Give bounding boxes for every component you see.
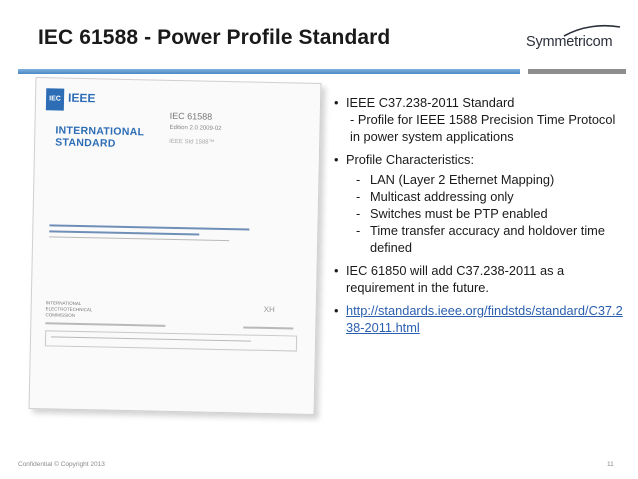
ieee-standard-link[interactable]: http://standards.ieee.org/findstds/standard/C37.238-2011.html [346,303,623,335]
doc-text-line [49,236,229,241]
bullet-dot: • [334,303,339,318]
sub-item-text: Time transfer accuracy and holdover time defined [370,223,605,255]
bullet-list [334,94,624,342]
iec-logo-icon: IEC [46,88,64,110]
sub-list [346,171,624,256]
bullet-dot: • [334,263,339,278]
doc-standard-number: IEC 61588 [169,110,213,122]
doc-footer-box [45,330,297,351]
page-number: 11 [607,461,614,468]
bullet-item [334,302,624,336]
title-underline-blue [18,69,520,74]
doc-org-line: COMMISSION [45,312,76,318]
sub-item: - Profile for IEEE 1588 Precision Time Protocol in power system applications [350,112,616,144]
sub-item [356,222,624,256]
doc-title-line [49,230,199,235]
sub-item-text: Switches must be PTP enabled [370,206,548,221]
bullet-item [334,151,624,256]
doc-edition: Edition 2.0 2009-02 [169,124,222,132]
dash-mark: - [356,206,361,221]
bullet-dot: • [334,95,339,110]
doc-text-line [45,322,165,327]
dash-mark: - [356,189,361,204]
ieee-logo: IEEE [67,90,96,106]
doc-price-code: XH [263,304,275,315]
title-underline-grey [528,69,626,74]
slide-title: IEC 61588 - Power Profile Standard [38,26,391,49]
dash-mark: - [356,172,361,187]
doc-org-line: INTERNATIONAL [45,300,82,307]
doc-ieee-number: IEEE Std 1588™ [169,138,215,146]
bullet-dot: • [334,152,339,167]
sub-item [356,171,624,188]
dash-mark: - [356,223,361,238]
doc-heading-line2: STANDARD [55,136,116,150]
logo-text: Symmetricom [526,34,613,50]
doc-org-line: ELECTROTECHNICAL [45,306,93,313]
bullet-text: IEC 61850 will add C37.238-2011 as a requirement in the future. [346,263,565,295]
bullet-text: Profile Characteristics: [346,152,475,167]
doc-heading-line1: INTERNATIONAL [55,124,145,139]
doc-heading [55,124,144,150]
footer-copyright: Confidential © Copyright 2013 [18,461,105,468]
doc-title-line [49,224,249,230]
sub-item-text: LAN (Layer 2 Ethernet Mapping) [370,172,555,187]
symmetricom-logo [526,24,626,60]
doc-text-line [243,326,293,329]
doc-organization [45,300,92,319]
sub-item [356,205,624,222]
sub-item [356,188,624,205]
bullet-item [334,262,624,296]
sub-item-text: Multicast addressing only [370,189,514,204]
standard-document-image [29,77,322,415]
bullet-item [334,94,624,145]
bullet-text: IEEE C37.238-2011 Standard [346,95,515,110]
